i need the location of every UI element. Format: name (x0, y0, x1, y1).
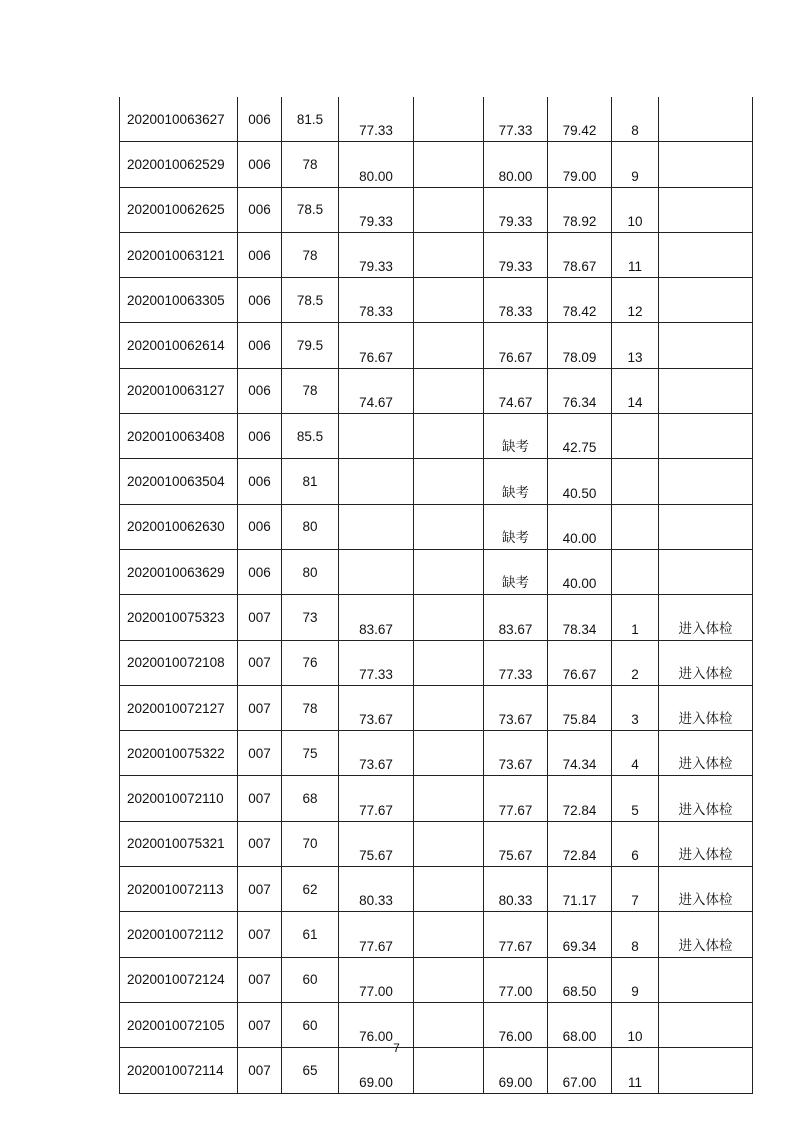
total-score-cell: 68.00 (548, 1002, 612, 1047)
interview-final-cell: 78.33 (484, 278, 548, 323)
candidate-id-cell: 2020010072113 (120, 867, 238, 912)
rank-cell: 8 (612, 912, 659, 957)
written-score-cell: 60 (282, 1002, 339, 1047)
interview-final-cell: 77.67 (484, 776, 548, 821)
total-score-cell: 78.92 (548, 187, 612, 232)
blank-cell (414, 142, 484, 187)
interview-score-cell: 79.33 (339, 232, 414, 277)
rank-cell (612, 549, 659, 594)
table-row (120, 368, 753, 413)
candidate-id-cell: 2020010063504 (120, 459, 238, 504)
table-row (120, 640, 753, 685)
written-score-cell: 80 (282, 549, 339, 594)
blank-cell (414, 821, 484, 866)
remark-cell: 进入体检 (659, 685, 753, 730)
remark-cell (659, 323, 753, 368)
written-score-cell: 78.5 (282, 278, 339, 323)
remark-cell (659, 97, 753, 142)
remark-cell: 进入体检 (659, 731, 753, 776)
total-score-cell: 74.34 (548, 731, 612, 776)
position-code-cell: 006 (238, 323, 282, 368)
blank-cell (414, 776, 484, 821)
position-code-cell: 007 (238, 685, 282, 730)
interview-score-cell: 77.33 (339, 640, 414, 685)
total-score-cell: 42.75 (548, 414, 612, 459)
total-score-cell: 78.09 (548, 323, 612, 368)
interview-final-cell: 73.67 (484, 731, 548, 776)
table-row (120, 776, 753, 821)
remark-cell: 进入体检 (659, 595, 753, 640)
remark-cell (659, 549, 753, 594)
position-code-cell: 007 (238, 867, 282, 912)
candidate-id-cell: 2020010063127 (120, 368, 238, 413)
rank-cell: 14 (612, 368, 659, 413)
interview-final-cell: 73.67 (484, 685, 548, 730)
table-row (120, 821, 753, 866)
rank-cell: 8 (612, 97, 659, 142)
blank-cell (414, 867, 484, 912)
table-row (120, 731, 753, 776)
table-row (120, 414, 753, 459)
interview-score-cell (339, 549, 414, 594)
remark-cell: 进入体检 (659, 776, 753, 821)
table-row (120, 957, 753, 1002)
remark-cell (659, 459, 753, 504)
position-code-cell: 006 (238, 459, 282, 504)
total-score-cell: 68.50 (548, 957, 612, 1002)
interview-final-cell: 83.67 (484, 595, 548, 640)
candidate-id-cell: 2020010072114 (120, 1048, 238, 1093)
remark-cell (659, 187, 753, 232)
candidate-id-cell: 2020010072110 (120, 776, 238, 821)
candidate-id-cell: 2020010072105 (120, 1002, 238, 1047)
interview-score-cell: 76.67 (339, 323, 414, 368)
blank-cell (414, 232, 484, 277)
remark-cell (659, 232, 753, 277)
table-row (120, 232, 753, 277)
interview-final-cell: 77.00 (484, 957, 548, 1002)
written-score-cell: 76 (282, 640, 339, 685)
table-row (120, 459, 753, 504)
rank-cell (612, 504, 659, 549)
written-score-cell: 75 (282, 731, 339, 776)
interview-score-cell: 73.67 (339, 731, 414, 776)
interview-final-cell: 75.67 (484, 821, 548, 866)
remark-cell: 进入体检 (659, 821, 753, 866)
written-score-cell: 79.5 (282, 323, 339, 368)
position-code-cell: 006 (238, 97, 282, 142)
score-table (119, 97, 753, 1094)
interview-score-cell (339, 414, 414, 459)
rank-cell: 10 (612, 187, 659, 232)
candidate-id-cell: 2020010072108 (120, 640, 238, 685)
table-row (120, 278, 753, 323)
position-code-cell: 007 (238, 1002, 282, 1047)
candidate-id-cell: 2020010075322 (120, 731, 238, 776)
interview-final-cell: 缺考 (484, 549, 548, 594)
candidate-id-cell: 2020010072112 (120, 912, 238, 957)
rank-cell: 12 (612, 278, 659, 323)
interview-score-cell: 77.67 (339, 776, 414, 821)
interview-score-cell (339, 459, 414, 504)
blank-cell (414, 685, 484, 730)
interview-final-cell: 77.33 (484, 640, 548, 685)
candidate-id-cell: 2020010063408 (120, 414, 238, 459)
remark-cell: 进入体检 (659, 867, 753, 912)
written-score-cell: 60 (282, 957, 339, 1002)
rank-cell: 7 (612, 867, 659, 912)
position-code-cell: 006 (238, 368, 282, 413)
blank-cell (414, 323, 484, 368)
interview-final-cell: 77.33 (484, 97, 548, 142)
interview-score-cell: 80.00 (339, 142, 414, 187)
rank-cell: 1 (612, 595, 659, 640)
written-score-cell: 70 (282, 821, 339, 866)
total-score-cell: 72.84 (548, 776, 612, 821)
candidate-id-cell: 2020010075321 (120, 821, 238, 866)
position-code-cell: 007 (238, 957, 282, 1002)
written-score-cell: 78 (282, 368, 339, 413)
position-code-cell: 006 (238, 187, 282, 232)
interview-score-cell: 80.33 (339, 867, 414, 912)
interview-final-cell: 80.33 (484, 867, 548, 912)
interview-score-cell: 78.33 (339, 278, 414, 323)
written-score-cell: 61 (282, 912, 339, 957)
candidate-id-cell: 2020010072127 (120, 685, 238, 730)
rank-cell: 5 (612, 776, 659, 821)
total-score-cell: 76.34 (548, 368, 612, 413)
total-score-cell: 79.42 (548, 97, 612, 142)
position-code-cell: 006 (238, 142, 282, 187)
table-row (120, 142, 753, 187)
total-score-cell: 67.00 (548, 1048, 612, 1093)
rank-cell: 11 (612, 1048, 659, 1093)
remark-cell: 进入体检 (659, 912, 753, 957)
interview-final-cell: 74.67 (484, 368, 548, 413)
total-score-cell: 79.00 (548, 142, 612, 187)
blank-cell (414, 640, 484, 685)
total-score-cell: 71.17 (548, 867, 612, 912)
total-score-cell: 40.00 (548, 549, 612, 594)
total-score-cell: 69.34 (548, 912, 612, 957)
written-score-cell: 78.5 (282, 187, 339, 232)
interview-final-cell: 79.33 (484, 232, 548, 277)
remark-cell (659, 368, 753, 413)
rank-cell: 3 (612, 685, 659, 730)
candidate-id-cell: 2020010075323 (120, 595, 238, 640)
written-score-cell: 68 (282, 776, 339, 821)
written-score-cell: 73 (282, 595, 339, 640)
interview-score-cell: 75.67 (339, 821, 414, 866)
total-score-cell: 76.67 (548, 640, 612, 685)
position-code-cell: 007 (238, 640, 282, 685)
position-code-cell: 007 (238, 821, 282, 866)
table-row (120, 549, 753, 594)
written-score-cell: 62 (282, 867, 339, 912)
written-score-cell: 85.5 (282, 414, 339, 459)
interview-score-cell: 77.00 (339, 957, 414, 1002)
remark-cell: 进入体检 (659, 640, 753, 685)
position-code-cell: 007 (238, 776, 282, 821)
candidate-id-cell: 2020010063121 (120, 232, 238, 277)
written-score-cell: 81.5 (282, 97, 339, 142)
candidate-id-cell: 2020010062529 (120, 142, 238, 187)
position-code-cell: 006 (238, 278, 282, 323)
rank-cell (612, 459, 659, 504)
rank-cell: 4 (612, 731, 659, 776)
rank-cell: 9 (612, 142, 659, 187)
total-score-cell: 78.67 (548, 232, 612, 277)
remark-cell (659, 142, 753, 187)
written-score-cell: 78 (282, 232, 339, 277)
table-row (120, 867, 753, 912)
blank-cell (414, 549, 484, 594)
blank-cell (414, 957, 484, 1002)
rank-cell: 6 (612, 821, 659, 866)
table-row (120, 187, 753, 232)
interview-final-cell: 缺考 (484, 459, 548, 504)
total-score-cell: 78.42 (548, 278, 612, 323)
rank-cell: 2 (612, 640, 659, 685)
interview-final-cell: 77.67 (484, 912, 548, 957)
written-score-cell: 78 (282, 685, 339, 730)
position-code-cell: 006 (238, 504, 282, 549)
total-score-cell: 40.00 (548, 504, 612, 549)
interview-score-cell: 77.33 (339, 97, 414, 142)
page-number: 7 (393, 1041, 400, 1055)
blank-cell (414, 368, 484, 413)
blank-cell (414, 504, 484, 549)
position-code-cell: 007 (238, 731, 282, 776)
blank-cell (414, 912, 484, 957)
position-code-cell: 006 (238, 549, 282, 594)
written-score-cell: 65 (282, 1048, 339, 1093)
interview-final-cell: 80.00 (484, 142, 548, 187)
blank-cell (414, 595, 484, 640)
interview-score-cell (339, 504, 414, 549)
candidate-id-cell: 2020010072124 (120, 957, 238, 1002)
candidate-id-cell: 2020010062625 (120, 187, 238, 232)
rank-cell: 11 (612, 232, 659, 277)
table-row (120, 595, 753, 640)
candidate-id-cell: 2020010063627 (120, 97, 238, 142)
blank-cell (414, 278, 484, 323)
interview-final-cell: 76.67 (484, 323, 548, 368)
interview-score-cell: 74.67 (339, 368, 414, 413)
rank-cell (612, 414, 659, 459)
table-row (120, 97, 753, 142)
blank-cell (414, 459, 484, 504)
blank-cell (414, 731, 484, 776)
total-score-cell: 40.50 (548, 459, 612, 504)
table-row (120, 504, 753, 549)
interview-score-cell: 79.33 (339, 187, 414, 232)
rank-cell: 13 (612, 323, 659, 368)
interview-score-cell: 76.00 (339, 1002, 414, 1047)
rank-cell: 10 (612, 1002, 659, 1047)
position-code-cell: 006 (238, 414, 282, 459)
interview-final-cell: 79.33 (484, 187, 548, 232)
table-row (120, 912, 753, 957)
interview-score-cell: 69.00 (339, 1048, 414, 1093)
candidate-id-cell: 2020010062614 (120, 323, 238, 368)
candidate-id-cell: 2020010063305 (120, 278, 238, 323)
blank-cell (414, 187, 484, 232)
position-code-cell: 007 (238, 912, 282, 957)
remark-cell (659, 278, 753, 323)
position-code-cell: 006 (238, 232, 282, 277)
total-score-cell: 72.84 (548, 821, 612, 866)
position-code-cell: 007 (238, 595, 282, 640)
interview-score-cell: 83.67 (339, 595, 414, 640)
remark-cell (659, 414, 753, 459)
total-score-cell: 75.84 (548, 685, 612, 730)
remark-cell (659, 957, 753, 1002)
position-code-cell: 007 (238, 1048, 282, 1093)
written-score-cell: 81 (282, 459, 339, 504)
total-score-cell: 78.34 (548, 595, 612, 640)
interview-final-cell: 缺考 (484, 504, 548, 549)
remark-cell (659, 504, 753, 549)
interview-final-cell: 69.00 (484, 1048, 548, 1093)
blank-cell (414, 414, 484, 459)
table-row (120, 685, 753, 730)
table-row (120, 323, 753, 368)
rank-cell: 9 (612, 957, 659, 1002)
written-score-cell: 78 (282, 142, 339, 187)
interview-score-cell: 77.67 (339, 912, 414, 957)
interview-final-cell: 缺考 (484, 414, 548, 459)
written-score-cell: 80 (282, 504, 339, 549)
candidate-id-cell: 2020010063629 (120, 549, 238, 594)
blank-cell (414, 97, 484, 142)
candidate-id-cell: 2020010062630 (120, 504, 238, 549)
interview-score-cell: 73.67 (339, 685, 414, 730)
interview-final-cell: 76.00 (484, 1002, 548, 1047)
